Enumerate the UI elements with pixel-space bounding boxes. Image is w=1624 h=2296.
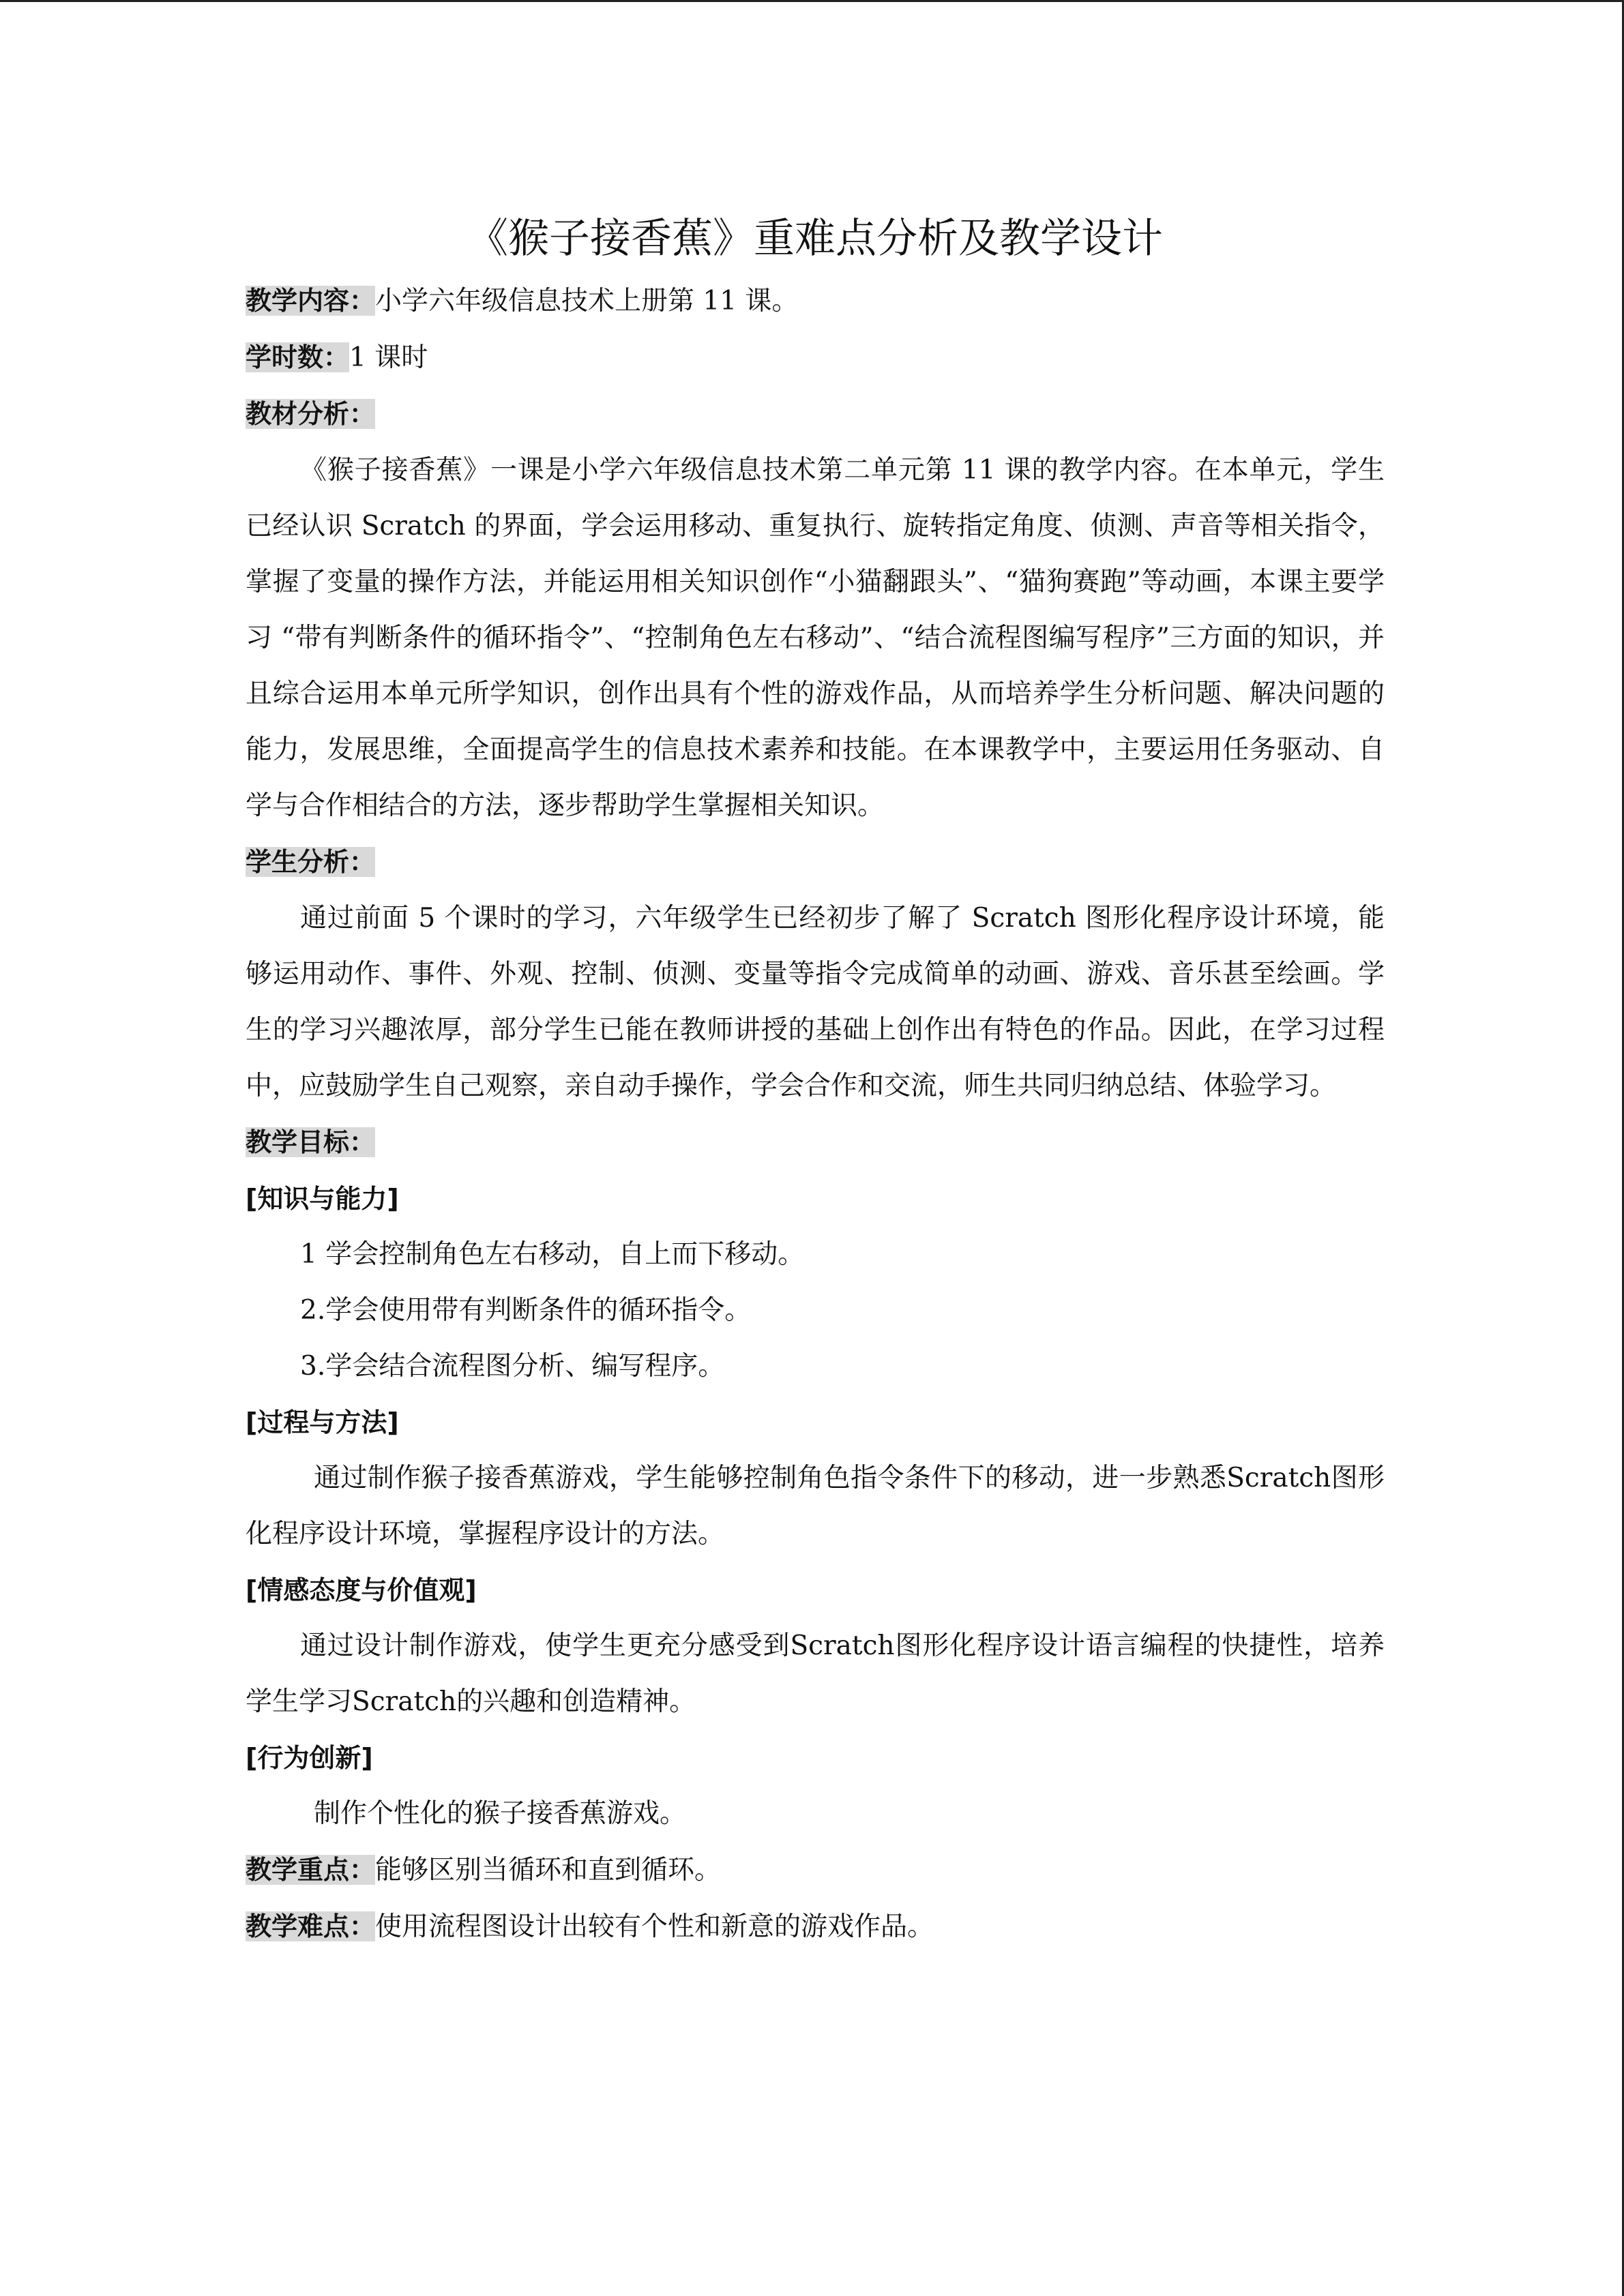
student-analysis-text: 通过前面 5 个课时的学习，六年级学生已经初步了解了 Scratch 图形化程序设计环境，能够运用动作、事件、外观、控制、侦测、变量等指令完成简单的动画、游戏、音乐甚至绘画。学生的学习兴趣浓厚，部分学生已能在教师讲授的基础上创作出有特色的作品。因此，在学习过程中，应鼓励学生自己观察，亲自动手操作，学会合作和交流，师生共同归纳总结、体验学习。 [246, 903, 1385, 1101]
student-analysis-heading [246, 834, 1385, 891]
difficulty-row [246, 1898, 1385, 1955]
teaching-content-row [246, 273, 1385, 329]
behavior-innovation-heading: [行为创新] [246, 1743, 373, 1773]
emotion-values-text: 通过设计制作游戏，使学生更充分感受到Scratch图形化程序设计语言编程的快捷性，培养学生学习Scratch的兴趣和创造精神。 [246, 1630, 1385, 1717]
class-hours-row [246, 329, 1385, 386]
knowledge-item-2: 2.学会使用带有判断条件的循环指令。 [300, 1295, 752, 1326]
process-method-text: 通过制作猴子接香蕉游戏，学生能够控制角色指令条件下的移动，进一步熟悉Scratch图形化程序设计环境，掌握程序设计的方法。 [246, 1463, 1385, 1549]
knowledge-item-1: 1 学会控制角色左右移动，自上而下移动。 [300, 1239, 805, 1270]
behavior-innovation-text: 制作个性化的猴子接香蕉游戏。 [314, 1798, 687, 1829]
teaching-content-label: 教学内容： [246, 286, 376, 316]
teaching-content-value: 小学六年级信息技术上册第 11 课。 [375, 286, 799, 316]
process-method-heading: [过程与方法] [246, 1407, 399, 1437]
emotion-values-heading: [情感态度与价值观] [246, 1575, 477, 1605]
difficulty-label: 教学难点： [246, 1911, 376, 1941]
document-body [246, 205, 1385, 1955]
key-point-row [246, 1842, 1385, 1898]
document-title: 《猴子接香蕉》重难点分析及教学设计 [467, 215, 1163, 263]
teaching-goals-heading [246, 1114, 1385, 1171]
material-analysis-label: 教材分析： [246, 399, 376, 429]
material-analysis-text: 《猴子接香蕉》一课是小学六年级信息技术第二单元第 11 课的教学内容。在本单元，学生已经认识 Scratch 的界面，学会运用移动、重复执行、旋转指定角度、侦测、声音等相关指令，掌握了变量的操作方法，并能运用相关知识创作“小猫翻跟头”、“猫狗赛跑”等动画，本课主要学习 “带有判断条件的循环指令”、“控制角色左右移动”、“结合流程图编写程序”三方面的知识，并且综合运用本单元所学知识，创作出具有个性的游戏作品，从而培养学生分析问题、解决问题的能力，发展思维，全面提高学生的信息技术素养和技能。在本课教学中，主要运用任务驱动、自学与合作相结合的方法，逐步帮助学生掌握相关知识。 [246, 455, 1385, 821]
key-point-label: 教学重点： [246, 1855, 376, 1885]
page-border-top [0, 0, 1624, 2]
teaching-goals-label: 教学目标： [246, 1127, 376, 1157]
knowledge-item-3: 3.学会结合流程图分析、编写程序。 [300, 1351, 725, 1382]
student-analysis-label: 学生分析： [246, 847, 376, 877]
class-hours-label: 学时数： [246, 342, 350, 372]
key-point-value: 能够区别当循环和直到循环。 [375, 1855, 722, 1885]
class-hours-value: 1 课时 [349, 342, 428, 373]
material-analysis-heading [246, 386, 1385, 443]
knowledge-ability-heading: [知识与能力] [246, 1184, 399, 1214]
difficulty-value: 使用流程图设计出较有个性和新意的游戏作品。 [375, 1911, 934, 1942]
